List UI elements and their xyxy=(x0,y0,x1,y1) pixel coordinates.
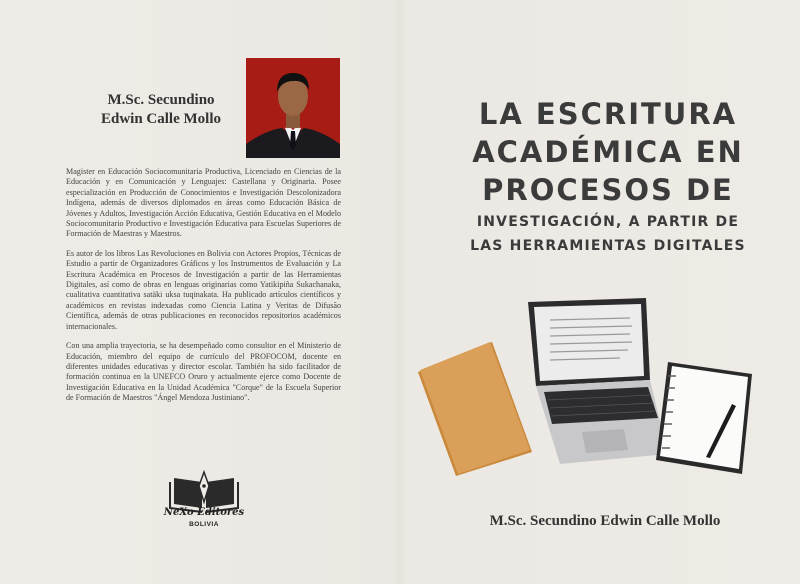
author-name-line1: M.Sc. Secundino xyxy=(107,92,215,108)
title-line: LA ESCRITURA xyxy=(478,97,738,131)
laptop-icon xyxy=(528,298,668,464)
bio-paragraph: Es autor de los libros Las Revoluciones en Bolivia con Actores Propios, Técnicas de Estudio a partir de Organizadores Gráficos y los Instrumentos de Evaluación y La Escritura Académica en Procesos de Investigación a partir de las Herramientas Digitales, así como de obras en lenguas originarias como Yatikipiña Sukachanaka, cualitativa cuantitativa satäki uksa tuqinakata. Ha publicado artículos científicos y académicos en revistas indexadas como Ciencia Latina y Veritas de Difusão Científica, además de otras publicaciones en reconocidos repositorios académicos internacionales. xyxy=(66,248,341,331)
book-title xyxy=(440,95,776,257)
publisher-name: NeXo Editores xyxy=(163,507,245,518)
title-line: ACADÉMICA EN xyxy=(472,135,744,169)
author-name-line2: Edwin Calle Mollo xyxy=(100,111,221,127)
spiral-notebook-icon xyxy=(656,362,752,474)
subtitle-line: INVESTIGACIÓN, A PARTIR DE xyxy=(476,214,740,230)
author-portrait-icon xyxy=(246,58,340,158)
orange-notebook-icon xyxy=(418,342,532,476)
author-biography xyxy=(66,167,341,413)
bio-paragraph: Magister en Educación Sociocomunitaria Productiva, Licenciado en Ciencias de la Educación y en Comunicación y Lenguajes: Castellana y Originaria. Posee especialización en Producción de Conocimientos e Investigación Descolonizadora Indígena, además de diversos diplomados en áreas como Educación Básica de Jóvenes y Adultos, Investigación Acción Educativa, Gestión Educativa en el Modelo Sociocomunitario Productivo e Investigación Educativa para Escuelas Superiores de Formación de Maestras y Maestros. xyxy=(66,167,341,239)
author-photo xyxy=(246,58,340,158)
subtitle-line: LAS HERRAMIENTAS DIGITALES xyxy=(470,238,746,254)
desk-illustration xyxy=(410,292,770,482)
back-author-name xyxy=(82,91,240,129)
front-author-name: M.Sc. Secundino Edwin Calle Mollo xyxy=(489,513,721,529)
title-line: PROCESOS DE xyxy=(482,173,734,207)
bio-paragraph: Con una amplia trayectoria, se ha desempeñado como consultor en el Ministerio de Educación, miembro del equipo de currículo del PROFOCOM, docente en diferentes unidades educativas y director escolar. También ha sido facilitador de formación continua en la UNEFCO Oruro y actualmente ejerce como Docente de Investigación Educativa en la Unidad Académica "Corque" de la Escuela Superior de Formación de Maestros "Ángel Mendoza Justiniano". xyxy=(66,341,341,403)
publisher-country: BOLIVIA xyxy=(189,521,219,528)
